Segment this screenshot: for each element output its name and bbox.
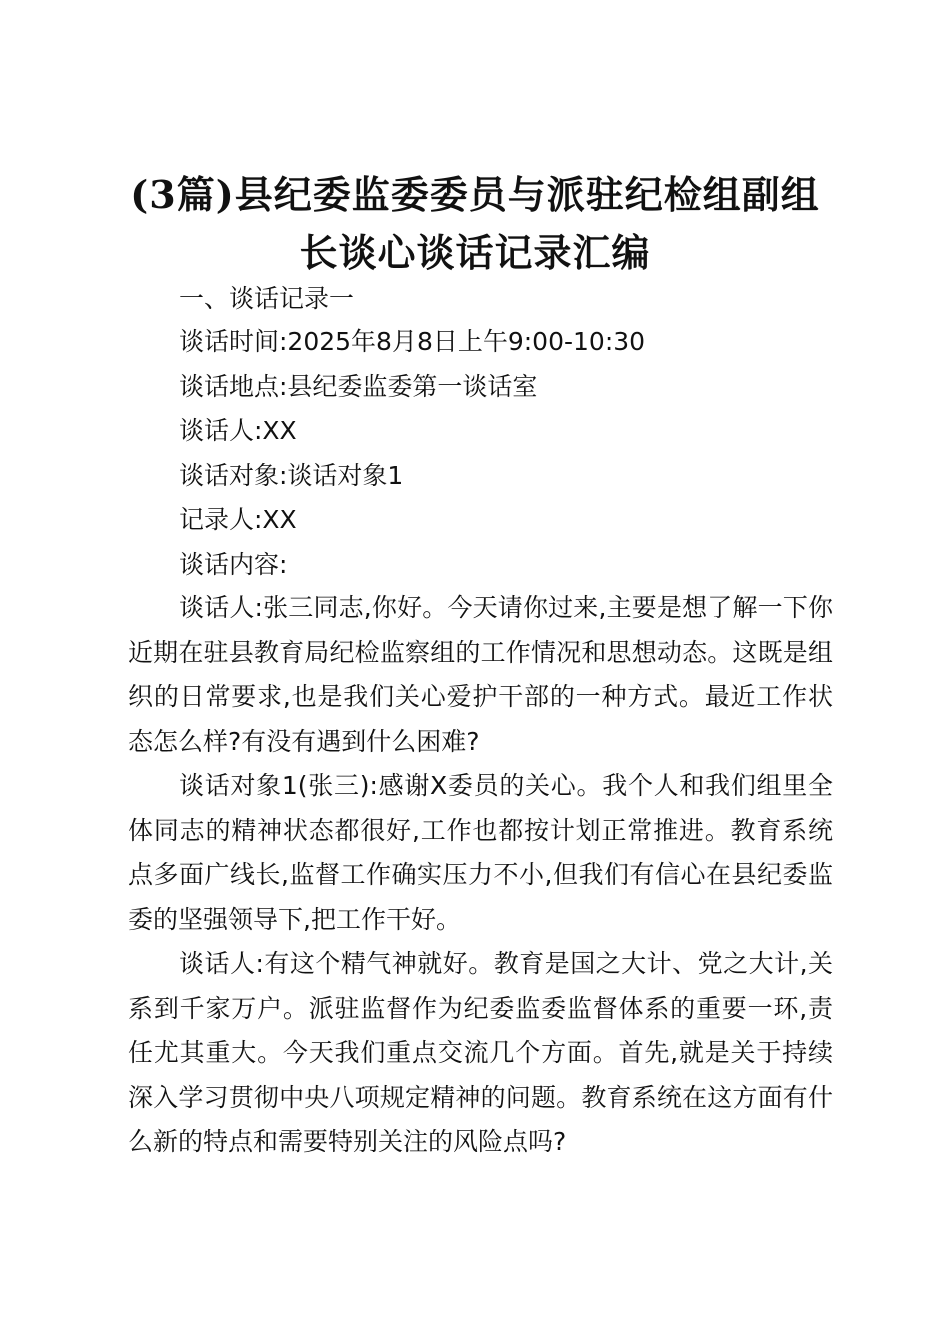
field-speaker: 谈话人:XX [179, 416, 297, 445]
field-location: 谈话地点:县纪委监委第一谈话室 [179, 372, 538, 401]
section-heading: 一、谈话记录一 [179, 284, 355, 313]
paragraph-2: 谈话对象1(张三):感谢X委员的关心。我个人和我们组里全体同志的精神状态都很好,工作也都按计划正常推进。教育系统点多面广线长,监督工作确实压力不小,但我们有信心在县纪委监委的坚强领导下,把工作干好。 [128, 771, 833, 934]
document-title: (3篇)县纪委监委委员与派驻纪检组副组长谈心谈话记录汇编 [130, 172, 820, 275]
field-time: 谈话时间:2025年8月8日上午9:00-10:30 [179, 327, 646, 356]
paragraph-1: 谈话人:张三同志,你好。今天请你过来,主要是想了解一下你近期在驻县教育局纪检监察组的工作情况和思想动态。这既是组织的日常要求,也是我们关心爱护干部的一种方式。最近工作状态怎么样?有没有遇到什么困难? [128, 593, 833, 756]
field-content-label: 谈话内容: [179, 550, 288, 579]
field-recorder: 记录人:XX [179, 505, 297, 534]
field-subject: 谈话对象:谈话对象1 [179, 461, 404, 490]
paragraph-3: 谈话人:有这个精气神就好。教育是国之大计、党之大计,关系到千家万户。派驻监督作为纪委监委监督体系的重要一环,责任尤其重大。今天我们重点交流几个方面。首先,就是关于持续深入学习贯彻中央八项规定精神的问题。教育系统在这方面有什么新的特点和需要特别关注的风险点吗? [128, 949, 833, 1157]
